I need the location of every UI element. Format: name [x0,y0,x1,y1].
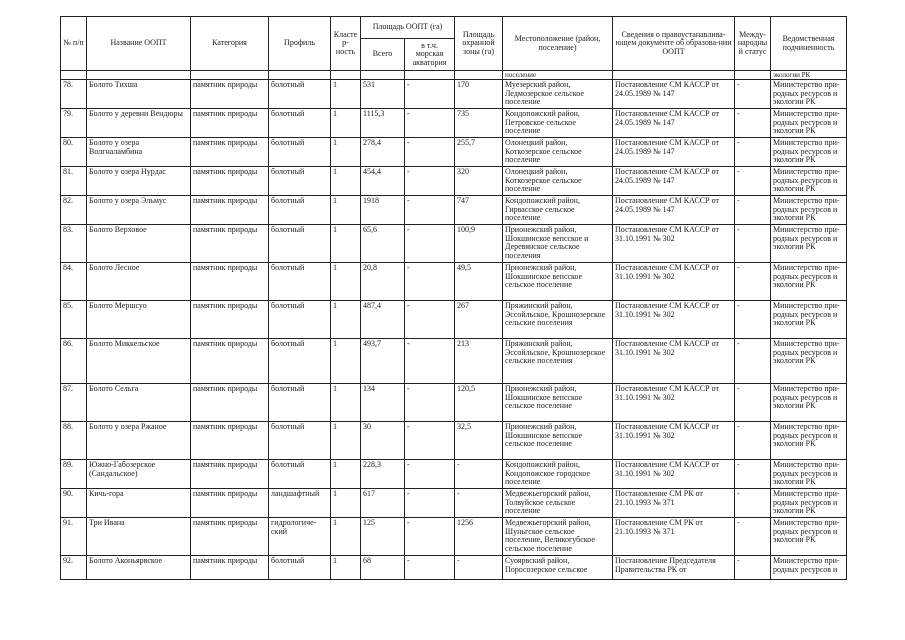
row-intl-status: - [735,489,771,518]
row-num: 83. [61,225,87,263]
table-row [61,460,847,489]
row-subordination: Министерство при-родных ресурсов и экологии РК [771,263,847,301]
row-area-total: 65,6 [361,225,405,263]
row-area-marine: - [405,138,455,167]
row-name: Три Ивана [87,518,191,556]
row-cluster: 1 [331,489,361,518]
row-num: 85. [61,301,87,339]
row-profile: болотный [269,80,331,109]
row-profile: ландшафтный [269,489,331,518]
row-num: 84. [61,263,87,301]
row-buffer: - [455,460,503,489]
row-profile: болотный [269,460,331,489]
row-name: Кичь-гора [87,489,191,518]
row-intl-status: - [735,109,771,138]
header-area-total: Всего [361,39,405,71]
row-location: Кондопожский район, Гирвасское сельское поселение [503,196,613,225]
row-document: Постановление СМ КАССР от 31.10.1991 № 302 [613,460,735,489]
row-area-marine: - [405,301,455,339]
row-num: 87. [61,384,87,422]
table-row [61,384,847,422]
row-intl-status: - [735,196,771,225]
continuation-location: поселение [503,71,613,80]
row-area-marine: - [405,167,455,196]
row-name: Болото Мершсуо [87,301,191,339]
row-cluster: 1 [331,109,361,138]
row-area-total: 531 [361,80,405,109]
header-intl-status: Между-народный статус [735,17,771,71]
row-location: Пряжинский район, Эссойльское, Крошнозерское сельские поселения [503,301,613,339]
row-category: памятник природы [191,556,269,580]
row-area-total: 30 [361,422,405,460]
row-intl-status: - [735,80,771,109]
row-name: Болото у озера Волгналамбина [87,138,191,167]
row-area-total: 134 [361,384,405,422]
row-num: 89. [61,460,87,489]
row-area-total: 228,3 [361,460,405,489]
row-name: Болото у деревни Вендюры [87,109,191,138]
table-row [61,225,847,263]
row-num: 88. [61,422,87,460]
row-buffer: - [455,556,503,580]
row-area-marine: - [405,384,455,422]
row-profile: болотный [269,225,331,263]
table-row [61,167,847,196]
table-row [61,263,847,301]
row-cluster: 1 [331,460,361,489]
row-intl-status: - [735,518,771,556]
row-subordination: Министерство при-родных ресурсов и экологии РК [771,138,847,167]
row-document: Постановление СМ КАССР от 24.05.1989 № 147 [613,196,735,225]
row-subordination: Министерство при-родных ресурсов и экологии РК [771,384,847,422]
row-area-marine: - [405,339,455,384]
table-row [61,80,847,109]
row-intl-status: - [735,339,771,384]
row-subordination: Министерство при-родных ресурсов и экологии РК [771,460,847,489]
row-profile: болотный [269,138,331,167]
table-row [61,422,847,460]
row-document: Постановление СМ РК от 21.10.1993 № 371 [613,489,735,518]
row-area-total: 125 [361,518,405,556]
row-num: 82. [61,196,87,225]
row-location: Кондопожский район, Кондопожское городское поселение [503,460,613,489]
row-buffer: 735 [455,109,503,138]
row-num: 81. [61,167,87,196]
header-cluster: Кластер-ность [331,17,361,71]
row-location: Муезерский район, Ледмозерское сельское поселение [503,80,613,109]
table-row [61,138,847,167]
row-profile: болотный [269,556,331,580]
row-intl-status: - [735,138,771,167]
row-intl-status: - [735,384,771,422]
row-buffer: 100,9 [455,225,503,263]
row-document: Постановление СМ КАССР от 31.10.1991 № 302 [613,422,735,460]
row-profile: гидрологиче-ский [269,518,331,556]
row-cluster: 1 [331,518,361,556]
row-subordination: Министерство при-родных ресурсов и экологии РК [771,422,847,460]
row-num: 78. [61,80,87,109]
row-intl-status: - [735,167,771,196]
row-subordination: Министерство при-родных ресурсов и экологии РК [771,489,847,518]
row-profile: болотный [269,422,331,460]
table-row [61,518,847,556]
row-intl-status: - [735,263,771,301]
row-category: памятник природы [191,80,269,109]
table-row [61,556,847,580]
continuation-subordination: экологии РК [771,71,847,80]
row-cluster: 1 [331,138,361,167]
row-intl-status: - [735,556,771,580]
row-area-total: 278,4 [361,138,405,167]
row-document: Постановление СМ КАССР от 31.10.1991 № 302 [613,339,735,384]
header-location: Местоположение (район, поселение) [503,17,613,71]
row-name: Болото Миккельское [87,339,191,384]
row-name: Болото Сельга [87,384,191,422]
row-area-marine: - [405,263,455,301]
row-area-total: 487,4 [361,301,405,339]
row-profile: болотный [269,301,331,339]
row-profile: болотный [269,109,331,138]
row-category: памятник природы [191,263,269,301]
row-document: Постановление Председателя Правительства РК от [613,556,735,580]
header-area-group: Площадь ООПТ (га) [361,17,455,39]
row-subordination: Министерство при-родных ресурсов и экологии РК [771,301,847,339]
row-intl-status: - [735,422,771,460]
row-document: Постановление СМ КАССР от 31.10.1991 № 302 [613,225,735,263]
row-cluster: 1 [331,263,361,301]
row-subordination: Министерство при-родных ресурсов и экологии РК [771,196,847,225]
row-document: Постановление СМ КАССР от 24.05.1989 № 147 [613,80,735,109]
row-subordination: Министерство при-родных ресурсов и экологии РК [771,80,847,109]
row-buffer: 213 [455,339,503,384]
row-location: Кондопожский район, Петровское сельское поселение [503,109,613,138]
row-num: 80. [61,138,87,167]
row-cluster: 1 [331,384,361,422]
row-profile: болотный [269,167,331,196]
row-area-marine: - [405,556,455,580]
row-cluster: 1 [331,339,361,384]
row-area-marine: - [405,460,455,489]
row-document: Постановление СМ КАССР от 24.05.1989 № 147 [613,167,735,196]
row-area-total: 68 [361,556,405,580]
header-buffer: Площадь охранной зоны (га) [455,17,503,71]
row-document: Постановление СМ КАССР от 31.10.1991 № 302 [613,263,735,301]
row-name: Болото у озера Эльмус [87,196,191,225]
table-row [61,196,847,225]
row-area-total: 20,8 [361,263,405,301]
row-profile: болотный [269,339,331,384]
row-area-marine: - [405,109,455,138]
row-name: Болото Верховое [87,225,191,263]
row-category: памятник природы [191,518,269,556]
row-subordination: Министерство при-родных ресурсов и [771,556,847,580]
row-area-marine: - [405,196,455,225]
row-intl-status: - [735,225,771,263]
continuation-row [61,71,847,80]
row-document: Постановление СМ КАССР от 31.10.1991 № 302 [613,384,735,422]
row-num: 79. [61,109,87,138]
row-profile: болотный [269,384,331,422]
row-buffer: 255,7 [455,138,503,167]
row-area-marine: - [405,518,455,556]
row-cluster: 1 [331,167,361,196]
row-cluster: 1 [331,301,361,339]
row-subordination: Министерство при-родных ресурсов и экологии РК [771,167,847,196]
row-profile: болотный [269,263,331,301]
table-row [61,339,847,384]
row-area-total: 1918 [361,196,405,225]
row-name: Южно-Габозерское (Сандальское) [87,460,191,489]
row-buffer: 32,5 [455,422,503,460]
row-category: памятник природы [191,167,269,196]
row-category: памятник природы [191,138,269,167]
table-row [61,489,847,518]
row-category: памятник природы [191,109,269,138]
row-category: памятник природы [191,384,269,422]
row-num: 86. [61,339,87,384]
row-area-marine: - [405,422,455,460]
row-document: Постановление СМ КАССР от 31.10.1991 № 302 [613,301,735,339]
row-location: Олонецкий район, Коткозерское сельское поселение [503,167,613,196]
row-intl-status: - [735,301,771,339]
row-location: Пряжинский район, Эссойльское, Крошнозерское сельские поселения [503,339,613,384]
row-buffer: 267 [455,301,503,339]
row-buffer: 120,5 [455,384,503,422]
header-num: № п/п [61,17,87,71]
row-location: Суоярвский район, Поросозерское сельское [503,556,613,580]
row-buffer: 747 [455,196,503,225]
row-category: памятник природы [191,301,269,339]
row-category: памятник природы [191,196,269,225]
row-subordination: Министерство при-родных ресурсов и экологии РК [771,109,847,138]
row-name: Болото Аконьярвское [87,556,191,580]
row-area-marine: - [405,225,455,263]
row-location: Медвежьегорский район, Шуньгское сельское поселение, Великогубское сельское поселение [503,518,613,556]
header-name: Название ООПТ [87,17,191,71]
row-location: Прионежский район, Шокшинское вепсское сельское поселение [503,384,613,422]
row-cluster: 1 [331,556,361,580]
row-num: 90. [61,489,87,518]
row-subordination: Министерство при-родных ресурсов и экологии РК [771,225,847,263]
header-area-marine: в т.ч. морская акватория [405,39,455,71]
row-area-marine: - [405,489,455,518]
row-intl-status: - [735,460,771,489]
row-document: Постановление СМ РК от 21.10.1993 № 371 [613,518,735,556]
row-subordination: Министерство при-родных ресурсов и экологии РК [771,339,847,384]
row-name: Болото у озера Ржаное [87,422,191,460]
row-category: памятник природы [191,225,269,263]
row-category: памятник природы [191,422,269,460]
table-row [61,301,847,339]
row-num: 91. [61,518,87,556]
header-category: Категория [191,17,269,71]
header-document: Сведения о правоустанавлива-ющем документе об образова-нии ООПТ [613,17,735,71]
row-location: Прионежский район, Шокшинское вепсское сельское поселение [503,422,613,460]
row-area-total: 617 [361,489,405,518]
row-num: 92. [61,556,87,580]
protected-areas-table [60,16,847,580]
row-area-total: 454,4 [361,167,405,196]
row-name: Болото Тихша [87,80,191,109]
row-location: Медвежьегорский район, Толвуйское сельское поселение [503,489,613,518]
header-profile: Профиль [269,17,331,71]
row-document: Постановление СМ КАССР от 24.05.1989 № 147 [613,109,735,138]
table-row [61,109,847,138]
header-subordination: Ведомственная подчиненность [771,17,847,71]
row-location: Прионежский район, Шокшинское вепсское и Деревянское сельское поселения [503,225,613,263]
row-category: памятник природы [191,339,269,384]
row-area-marine: - [405,80,455,109]
row-buffer: - [455,489,503,518]
row-subordination: Министерство при-родных ресурсов и экологии РК [771,518,847,556]
row-area-total: 1115,3 [361,109,405,138]
row-area-total: 493,7 [361,339,405,384]
row-category: памятник природы [191,489,269,518]
row-buffer: 1256 [455,518,503,556]
row-cluster: 1 [331,422,361,460]
row-buffer: 170 [455,80,503,109]
row-category: памятник природы [191,460,269,489]
row-document: Постановление СМ КАССР от 24.05.1989 № 147 [613,138,735,167]
row-cluster: 1 [331,225,361,263]
row-name: Болото Лесное [87,263,191,301]
row-location: Прионежский район, Шокшинское вепсское сельское поселение [503,263,613,301]
row-buffer: 49,5 [455,263,503,301]
row-name: Болото у озера Нурдас [87,167,191,196]
row-location: Олонецкий район, Коткозерское сельское поселение [503,138,613,167]
row-buffer: 320 [455,167,503,196]
row-cluster: 1 [331,196,361,225]
row-cluster: 1 [331,80,361,109]
row-profile: болотный [269,196,331,225]
